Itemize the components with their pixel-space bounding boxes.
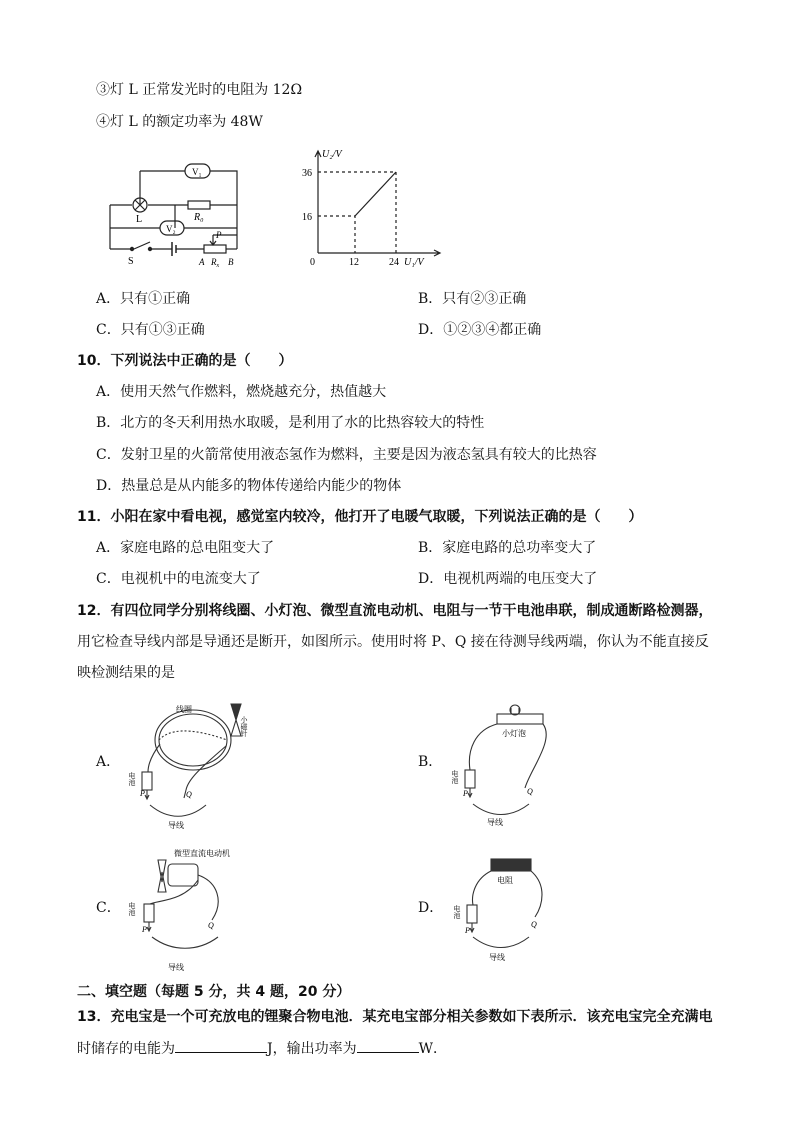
q12-option-a: A． xyxy=(96,754,121,770)
q11-option-c: C．电视机中的电流变大了 xyxy=(96,571,261,587)
q10-option-a: A．使用天然气作燃料，燃烧越充分，热值越大 xyxy=(96,384,387,400)
q11-stem: 11．小阳在家中看电视，感觉室内较冷，他打开了电暖气取暖，下列说法正确的是（ ） xyxy=(77,509,643,525)
q9-option-d: D．①②③④都正确 xyxy=(418,322,542,338)
q11-option-a: A．家庭电路的总电阻变大了 xyxy=(96,540,275,556)
needle-label: 小磁针 xyxy=(240,716,248,737)
x-tick-12: 12 xyxy=(349,257,359,268)
q9-option-c: C．只有①③正确 xyxy=(96,322,205,338)
end-a-label: A xyxy=(199,257,205,267)
q10-option-b: B．北方的冬天利用热水取暖，是利用了水的比热容较大的特性 xyxy=(96,415,485,431)
battery-label-d: 电池 xyxy=(453,905,461,919)
wire-label-b: 导线 xyxy=(487,818,503,827)
origin-label: 0 xyxy=(310,257,315,268)
y-tick-36: 36 xyxy=(302,168,312,179)
q11-option-d: D．电视机两端的电压变大了 xyxy=(418,571,598,587)
battery-label-c: 电池 xyxy=(128,902,136,916)
section-title: 二、填空题（每题 5 分，共 4 题，20 分） xyxy=(77,984,351,1000)
q-label-a: Q xyxy=(186,790,192,799)
q10-option-d: D．热量总是从内能多的物体传递给内能少的物体 xyxy=(96,478,402,494)
battery-label-a: 电池 xyxy=(128,772,136,786)
end-b-label: B xyxy=(228,257,234,267)
figure-coil-detector xyxy=(128,700,278,835)
x-axis-label: U₁/V xyxy=(404,257,424,268)
p-label-b: P xyxy=(463,789,468,798)
q12-option-b: B． xyxy=(418,754,443,770)
figure-motor-detector xyxy=(128,842,288,977)
q12-line2: 用它检查导线内部是导通还是断开，如图所示。使用时将 P、Q 接在待测导线两端，你认为不能直接反 xyxy=(77,634,709,650)
q9-option-a: A．只有①正确 xyxy=(96,291,191,307)
y-axis-label: U₂/V xyxy=(322,149,342,160)
energy-answer-blank[interactable] xyxy=(175,1038,267,1053)
lamp-label: L xyxy=(136,214,143,225)
battery-label-b: 电池 xyxy=(451,770,459,784)
slider-label: P xyxy=(216,230,222,240)
resistor-label: 电阻 xyxy=(497,876,513,885)
figure-bulb-detector xyxy=(451,700,585,835)
power-answer-blank[interactable] xyxy=(357,1038,419,1053)
bulb-label: 小灯泡 xyxy=(502,729,526,738)
q-label-c: Q xyxy=(208,921,214,930)
q13-line1: 13．充电宝是一个可充放电的锂聚合物电池．某充电宝部分相关参数如下表所示．该充电宝完全充满电 xyxy=(77,1009,713,1025)
statement-4: ④灯 L 的额定功率为 48W xyxy=(96,114,263,130)
p-label-a: P xyxy=(140,789,145,798)
v2-label: V₂ xyxy=(166,224,176,234)
q-label-d: Q xyxy=(531,920,537,929)
motor-label: 微型直流电动机 xyxy=(174,849,230,858)
q10-option-c: C．发射卫星的火箭常使用液态氢作为燃料，主要是因为液态氢具有较大的比热容 xyxy=(96,447,597,463)
switch-label: S xyxy=(128,256,134,267)
q12-line3: 映检测结果的是 xyxy=(77,665,175,681)
x-tick-24: 24 xyxy=(389,257,399,268)
wire-label-a: 导线 xyxy=(168,821,184,830)
q12-line1: 12．有四位同学分别将线圈、小灯泡、微型直流电动机、电阻与一节干电池串联，制成通断路检测器， xyxy=(77,603,713,619)
figure-resistor-detector xyxy=(455,845,585,975)
y-tick-16: 16 xyxy=(302,212,312,223)
q11-option-b: B．家庭电路的总功率变大了 xyxy=(418,540,597,556)
q-label-b: Q xyxy=(527,787,533,796)
circuit-diagram xyxy=(100,158,250,273)
q9-option-b: B．只有②③正确 xyxy=(418,291,527,307)
p-label-c: P xyxy=(142,925,147,934)
q13-line2: 时储存的电能为 J，输出功率为 W． xyxy=(77,1038,447,1059)
voltage-graph xyxy=(300,143,450,273)
v1-label: V₁ xyxy=(192,167,202,177)
statement-3: ③灯 L 正常发光时的电阻为 12Ω xyxy=(96,82,303,98)
r0-label: R₀ xyxy=(194,212,204,223)
q10-stem: 10．下列说法中正确的是（ ） xyxy=(77,353,293,369)
p-label-d: P xyxy=(465,926,470,935)
rx-label: $R_x$ xyxy=(211,257,220,269)
q12-option-c: C． xyxy=(96,900,121,916)
q12-option-d: D． xyxy=(418,900,444,916)
wire-label-c: 导线 xyxy=(168,963,184,972)
coil-label: 线圈 xyxy=(176,705,192,714)
wire-label-d: 导线 xyxy=(489,953,505,962)
